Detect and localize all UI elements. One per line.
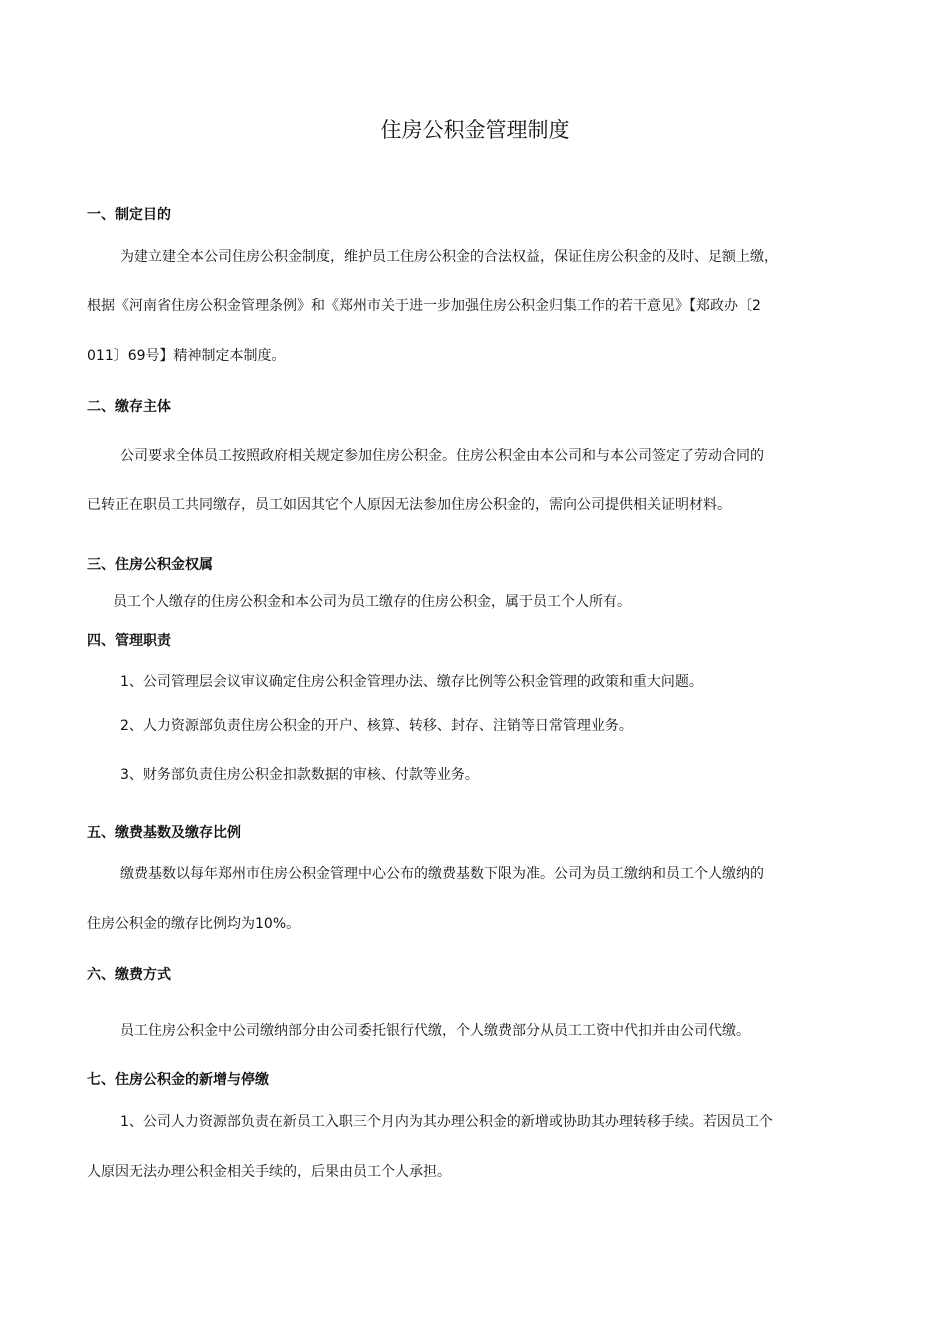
section-heading-contributors: 二、缴存主体 <box>87 399 171 415</box>
paragraph-line: 1、公司人力资源部负责在新员工入职三个月内为其办理公积金的新增或协助其办理转移手续。若因员工个 <box>120 1114 773 1130</box>
paragraph-line: 已转正在职员工共同缴存，员工如因其它个人原因无法参加住房公积金的，需向公司提供相关证明材料。 <box>87 497 731 513</box>
section-heading-responsibilities: 四、管理职责 <box>87 633 171 649</box>
section-heading-ownership: 三、住房公积金权属 <box>87 557 213 573</box>
list-item: 3、财务部负责住房公积金扣款数据的审核、付款等业务。 <box>120 767 479 783</box>
paragraph-line: 员工个人缴存的住房公积金和本公司为员工缴存的住房公积金，属于员工个人所有。 <box>113 594 631 610</box>
paragraph-line: 为建立建全本公司住房公积金制度，维护员工住房公积金的合法权益，保证住房公积金的及时、足额上缴， <box>120 249 778 265</box>
paragraph-line: 员工住房公积金中公司缴纳部分由公司委托银行代缴，个人缴费部分从员工工资中代扣并由公司代缴。 <box>120 1023 750 1039</box>
paragraph-line: 根据《河南省住房公积金管理条例》和《郑州市关于进一步加强住房公积金归集工作的若干意见》【郑政办〔2 <box>87 298 761 314</box>
section-heading-purpose: 一、制定目的 <box>87 207 171 223</box>
section-heading-payment-method: 六、缴费方式 <box>87 967 171 983</box>
section-heading-enrollment-suspension: 七、住房公积金的新增与停缴 <box>87 1072 269 1088</box>
paragraph-line: 人原因无法办理公积金相关手续的，后果由员工个人承担。 <box>87 1164 451 1180</box>
list-item: 1、公司管理层会议审议确定住房公积金管理办法、缴存比例等公积金管理的政策和重大问题。 <box>120 674 703 690</box>
document-title: 住房公积金管理制度 <box>380 118 570 142</box>
paragraph-line: 住房公积金的缴存比例均为10%。 <box>87 916 301 932</box>
paragraph-line: 011〕69号】精神制定本制度。 <box>87 348 286 364</box>
section-heading-contribution-base: 五、缴费基数及缴存比例 <box>87 825 241 841</box>
paragraph-line: 缴费基数以每年郑州市住房公积金管理中心公布的缴费基数下限为准。公司为员工缴纳和员工个人缴纳的 <box>120 866 764 882</box>
list-item: 2、人力资源部负责住房公积金的开户、核算、转移、封存、注销等日常管理业务。 <box>120 718 633 734</box>
paragraph-line: 公司要求全体员工按照政府相关规定参加住房公积金。住房公积金由本公司和与本公司签定了劳动合同的 <box>120 448 764 464</box>
